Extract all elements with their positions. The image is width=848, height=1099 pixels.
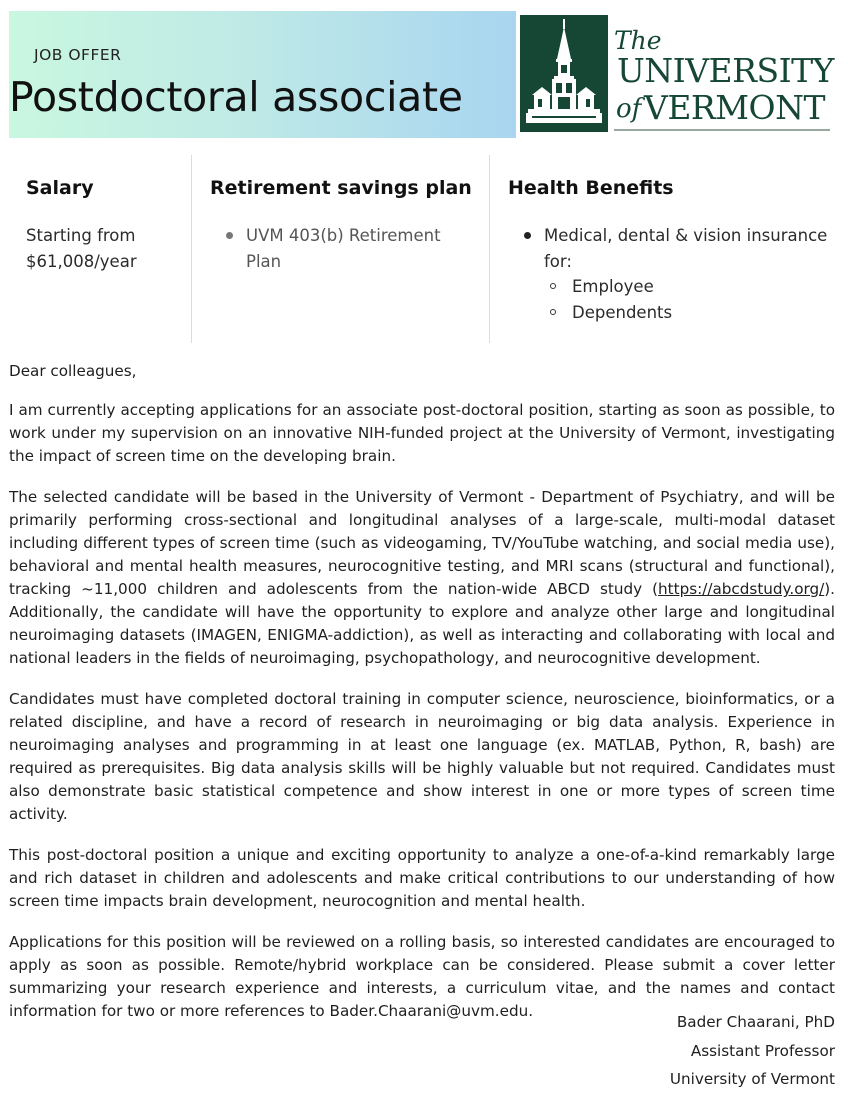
health-sub-employee: Employee [572, 277, 654, 296]
job-offer-label: JOB OFFER [34, 46, 122, 64]
letter-paragraph-3: Candidates must have completed doctoral training in computer science, neuroscience, bioinformatics, or a related discipline, and have a record of research in neuroimaging or big data analysis. Experience in neuroimaging analyses and programming in at least one language (ex. MATLAB, Python, R, bash) are required as prerequisites. Big data analysis skills will be highly valuable but not required. Candidates must also demonstrate basic statistical competence and show interest in one or more types of screen time activity. [9, 690, 835, 823]
list-item [544, 300, 834, 326]
salary-value [26, 223, 186, 274]
uvm-wordmark [614, 26, 834, 132]
circle-bullet-icon [550, 309, 556, 315]
letter-greeting: Dear colleagues, [9, 362, 137, 380]
retirement-column [191, 155, 490, 343]
letter-paragraph-5: Applications for this position will be reviewed on a rolling basis, so interested candidates are encouraged to apply as soon as possible. Remote/hybrid workplace can be considered. Please submit a cover letter summarizing your research experience and interests, a curriculum vitae, and the names and contact information for two or more references to Bader.Chaarani@uvm.edu. [9, 933, 835, 1020]
uvm-tower-logo-icon [520, 15, 608, 132]
paragraph-2-text-a: The selected candidate will be based in the University of Vermont - Department of Psychiatry, and will be primarily performing cross-sectional and longitudinal analyses of a large-scale, multi-modal dataset including different types of screen time (such as videogaming, TV/YouTube watching, and social media use), behavioral and mental health measures, neurocognitive testing, and MRI scans (structural and functional), tracking ~11,000 children and adolescents from the nation-wide ABCD study ( [9, 488, 835, 598]
letter-paragraph-2 [9, 486, 835, 670]
signature-org: University of Vermont [669, 1070, 835, 1088]
list-item [544, 223, 834, 274]
health-sub-dependents: Dependents [572, 302, 673, 322]
salary-heading: Salary [26, 177, 94, 199]
signature-name: Bader Chaarani, PhD [676, 1013, 835, 1031]
letter-paragraph-1: I am currently accepting applications for an associate post-doctoral position, starting as soon as possible, to work under my supervision on an innovative NIH-funded project at the University of Vermont, investigating the impact of screen time on the developing brain. [9, 401, 835, 465]
signature-block [670, 1013, 835, 1099]
salary-column [9, 155, 191, 343]
salary-line-2: $61,008/year [26, 251, 137, 271]
bullet-icon [524, 232, 531, 239]
wordmark-vermont: VERMONT [644, 88, 825, 127]
abcd-study-link[interactable]: https://abcdstudy.org/ [658, 580, 825, 598]
wordmark-university: UNIVERSITY [617, 51, 834, 90]
list-item [544, 274, 834, 300]
letter-body [9, 360, 835, 1041]
wordmark-rule [614, 129, 830, 131]
health-list [544, 223, 834, 325]
bullet-icon [226, 232, 233, 239]
wordmark-the: The [614, 26, 662, 55]
retirement-item: UVM 403(b) Retirement Plan [246, 226, 441, 271]
retirement-heading: Retirement savings plan [210, 177, 472, 199]
retirement-list [246, 223, 476, 274]
circle-bullet-icon [550, 283, 556, 289]
page-title: Postdoctoral associate [9, 73, 463, 121]
header-banner [9, 11, 516, 138]
signature-title: Assistant Professor [690, 1041, 835, 1060]
benefits-summary [9, 155, 836, 343]
list-item [246, 223, 476, 274]
paragraph-2-text-b: ). Additionally, the candidate will have the opportunity to explore and analyze other large and longitudinal neuroimaging datasets (IMAGEN, ENIGMA-addiction), as well as interacting and collaborating with local and national leaders in the fields of neuroimaging, psychopathology, and neurocognitive development. [9, 580, 835, 667]
health-heading: Health Benefits [508, 177, 674, 199]
health-column [489, 155, 837, 343]
salary-line-1: Starting from [26, 226, 136, 245]
wordmark-of: of [616, 94, 642, 124]
letter-paragraph-4: This post-doctoral position a unique and exciting opportunity to analyze a one-of-a-kind remarkably large and rich dataset in children and adolescents and make critical contributions to our understanding of how screen time impacts brain development, neurocognition and mental health. [9, 846, 835, 910]
health-item: Medical, dental & vision insurance for: [544, 226, 828, 271]
